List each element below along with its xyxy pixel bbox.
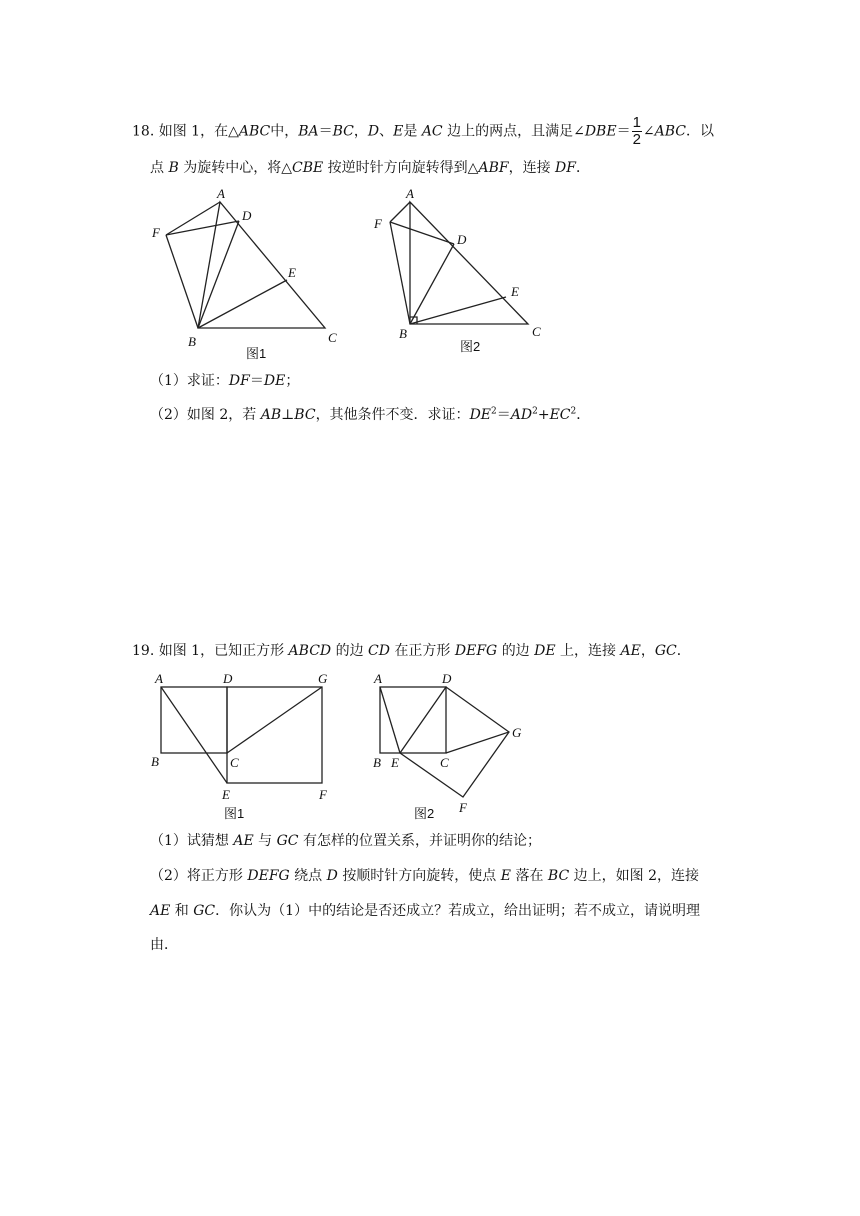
text: ＝ [249, 373, 264, 389]
var: DF [555, 160, 576, 176]
text: 由． [150, 937, 178, 953]
text: ，连接 [508, 160, 551, 176]
q18-figure-2 [368, 180, 558, 365]
label-d: D [442, 671, 452, 686]
label-f: F [152, 225, 160, 240]
text: 是 [403, 123, 418, 140]
text: + [537, 407, 550, 423]
segment-bd [198, 221, 239, 328]
var: DEFG [247, 868, 290, 884]
fraction-one-half [632, 115, 642, 148]
q18-part-2 [150, 405, 590, 425]
var: CD [368, 643, 390, 659]
segment-ae [380, 687, 400, 753]
label-e: E [391, 755, 399, 770]
var: DE [263, 373, 286, 389]
triangle-abc [198, 202, 325, 328]
q19-line-1 [132, 641, 691, 661]
label-a: A [217, 186, 225, 201]
var: DE [534, 643, 556, 659]
var: B [168, 160, 179, 176]
segment-bd [410, 244, 454, 324]
q19-part-2-line-2 [150, 901, 700, 921]
text: ． [576, 407, 591, 423]
var: CBE [291, 160, 324, 176]
segment-ae [161, 687, 227, 783]
superscript: 2 [532, 406, 538, 417]
var: D [367, 123, 380, 140]
q18-line-2 [150, 158, 590, 178]
var: AE [620, 643, 641, 659]
var: BC [294, 407, 316, 423]
var: AE [233, 833, 254, 849]
var: AD [510, 407, 533, 423]
text: 边上的两点，且满足∠ [447, 123, 585, 140]
q19-figure-1 [145, 666, 345, 828]
text: 为旋转中心，将△ [183, 160, 292, 176]
var: DBE [584, 123, 617, 140]
var: AE [150, 903, 171, 919]
text: 在正方形 [394, 643, 451, 659]
text: ＝ [318, 123, 333, 140]
text: （1）试猜想 [150, 833, 229, 849]
var: E [393, 123, 404, 140]
text: ． [575, 160, 590, 176]
label-g: G [318, 671, 328, 686]
text: ⊥ [281, 407, 295, 423]
text: （1）求证： [150, 373, 229, 389]
text: 中， [270, 123, 299, 140]
var: GC [654, 643, 677, 659]
text: 落在 [515, 868, 544, 884]
segment-fd [390, 222, 454, 244]
text: 与 [258, 833, 273, 849]
text: 和 [174, 903, 189, 919]
triangle-abc [410, 202, 528, 324]
segment-be [198, 280, 287, 328]
label-f: F [459, 800, 467, 815]
var: BC [332, 123, 354, 140]
label-b: B [151, 754, 159, 769]
segment-gc [446, 732, 509, 753]
var: DE [469, 407, 492, 423]
label-c: C [440, 755, 449, 770]
text: 边上，如图 2，连接 [573, 868, 699, 884]
var: GC [193, 903, 216, 919]
q18-number: 18. [132, 123, 155, 140]
text: （2）将正方形 [150, 868, 243, 884]
text: 有怎样的位置关系，并证明你的结论； [302, 833, 541, 849]
q19-part-2-line-3 [150, 935, 178, 955]
text: ＝ [616, 123, 631, 140]
q19-figure-2 [367, 666, 537, 828]
text: ， [353, 123, 368, 140]
var: DF [228, 373, 250, 389]
superscript: 2 [491, 406, 497, 417]
text: 按逆时针方向旋转得到△ [327, 160, 479, 176]
label-d: D [457, 232, 467, 247]
var: GC [276, 833, 299, 849]
var: E [500, 868, 511, 884]
square-defg [400, 687, 509, 797]
label-b: B [373, 755, 381, 770]
figure-caption: 图1 [246, 346, 267, 361]
label-d: D [242, 208, 252, 223]
text: 的边 [501, 643, 530, 659]
text: 如图 1，在△ [158, 123, 239, 140]
square-defg [227, 687, 322, 783]
var: EC [549, 407, 571, 423]
superscript: 2 [570, 406, 577, 417]
var: ABF [478, 160, 509, 176]
text: ＝ [496, 407, 511, 423]
square-abcd [161, 687, 227, 753]
label-a: A [406, 186, 414, 201]
fraction-denominator: 2 [632, 131, 641, 148]
text: 点 [150, 160, 164, 176]
label-e: E [288, 265, 296, 280]
text: ，其他条件不变．求证： [315, 407, 470, 423]
label-g: G [512, 725, 522, 740]
text: 按顺时针方向旋转，使点 [342, 868, 497, 884]
label-c: C [328, 330, 337, 345]
var: BA [298, 123, 319, 140]
label-a: A [374, 671, 382, 686]
label-b: B [399, 326, 407, 341]
var: ABC [238, 123, 271, 140]
text: 如图 1，已知正方形 [158, 643, 285, 659]
q19-part-1 [150, 831, 541, 851]
text: 、 [379, 123, 394, 140]
var: AB [260, 407, 282, 423]
var: D [326, 868, 338, 884]
var: ABCD [288, 643, 332, 659]
label-e: E [511, 284, 519, 299]
segment-gc [227, 687, 322, 753]
text: （2）如图 2，若 [150, 407, 257, 423]
q19-part-2-line-1 [150, 866, 699, 886]
label-f: F [374, 216, 382, 231]
var: DEFG [454, 643, 498, 659]
text: ．以 [686, 123, 715, 140]
label-a: A [155, 671, 163, 686]
segment-fb [166, 235, 198, 328]
label-f: F [319, 787, 327, 802]
var: AC [421, 123, 443, 140]
text: ， [640, 643, 655, 659]
var: ABC [654, 123, 687, 140]
segment-fa [390, 202, 410, 222]
label-c: C [532, 324, 541, 339]
figure-caption: 图2 [460, 339, 481, 354]
text: ． [676, 643, 691, 659]
q19-number: 19. [132, 643, 155, 659]
label-c: C [230, 755, 239, 770]
label-d: D [223, 671, 233, 686]
segment-fb [390, 222, 410, 324]
text: ∠ [642, 123, 655, 140]
q18-line-1 [132, 115, 714, 148]
text: 的边 [335, 643, 364, 659]
figure-caption: 图1 [224, 806, 245, 821]
label-e: E [222, 787, 230, 802]
text: ．你认为（1）中的结论是否还成立？若成立，给出证明；若不成立，请说明理 [215, 903, 701, 919]
text: 上，连接 [560, 643, 617, 659]
text: 绕点 [294, 868, 323, 884]
var: BC [547, 868, 570, 884]
label-b: B [188, 334, 196, 349]
q18-figure-1 [140, 180, 360, 365]
text: ； [285, 373, 300, 389]
q18-part-1 [150, 371, 299, 391]
figure-caption: 图2 [414, 806, 435, 821]
fraction-numerator: 1 [632, 114, 641, 131]
segment-be [410, 297, 506, 324]
